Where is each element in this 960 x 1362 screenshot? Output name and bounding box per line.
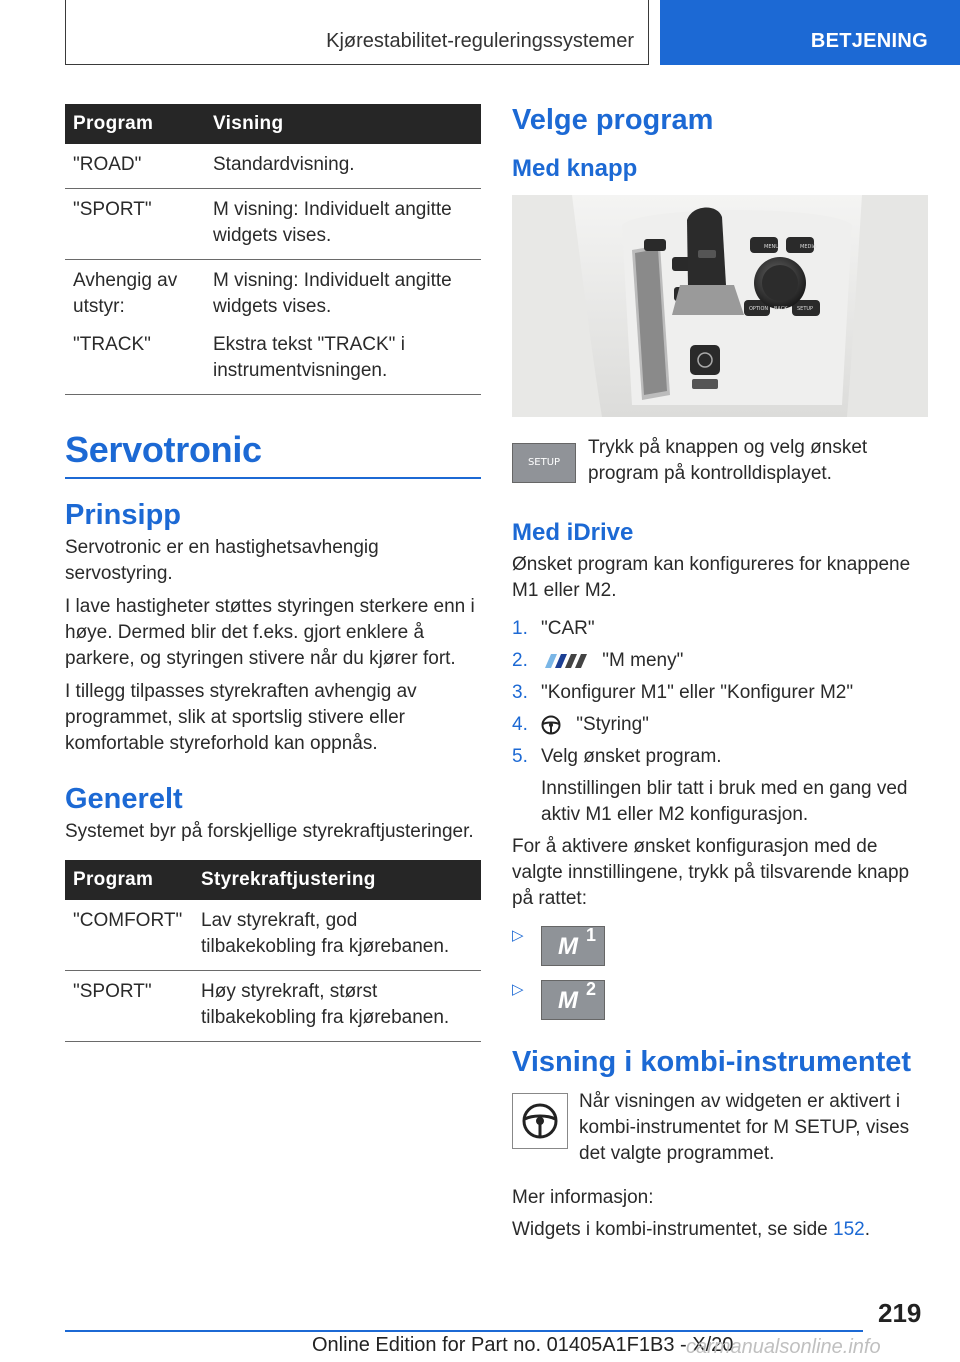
photo-label: SETUP (797, 306, 814, 312)
chapter-tab (660, 0, 960, 65)
table-row (65, 900, 481, 971)
paragraph: Mer informasjon: (512, 1187, 654, 1208)
arrow-icon: ▷ (512, 981, 524, 998)
step-number: 4. (512, 714, 528, 735)
photo-label: MENU (764, 244, 779, 250)
step-text: "Konfigurer M1" eller "Konfigurer M2" (541, 682, 854, 703)
step-note: Innstillingen blir tatt i bruk med en gang ved aktiv M1 eller M2 konfigurasjon. (541, 778, 908, 825)
m1-sup: 1 (586, 925, 597, 945)
cell-line: Ekstra tekst "TRACK" i instrumentvisningen. (213, 334, 405, 381)
table-cell: Lav styrekraft, god tilbakekobling fra kjørebanen. (193, 900, 481, 971)
table-cell: "SPORT" (65, 189, 205, 260)
m1-button-icon (541, 926, 605, 966)
paragraph: Ønsket program kan konfigureres for knappene M1 eller M2. (512, 554, 911, 601)
paragraph: Systemet byr på forskjellige styrekraftjusteringer. (65, 821, 474, 842)
steering-force-table (65, 860, 481, 1042)
footer-prefix: Online Edition for Part no. (312, 1334, 547, 1356)
m2-letter: M (558, 987, 578, 1014)
watermark: carmanualsonline.info (686, 1336, 881, 1358)
footer-part: 01405A1F1B3 - X/20 (546, 1334, 734, 1356)
ref-text: Widgets i kombi-instrumentet, se side (512, 1219, 828, 1240)
table-row (65, 144, 481, 189)
setup-label: SETUP (527, 457, 561, 468)
section-heading-visning: Visning i kombi-instrumentet (512, 1046, 912, 1078)
paragraph: For å aktivere ønsket konfigurasjon med de valgte innstillingene, trykk på tilsvarende knapp på rattet: (512, 836, 910, 909)
m2-button-icon (541, 980, 605, 1020)
table-header-program: Program (65, 860, 193, 900)
m-logo-icon (541, 654, 587, 668)
list-item (512, 744, 928, 828)
cell-line: Avhengig av utstyr: (73, 270, 178, 317)
steps-list (512, 616, 928, 828)
list-item (512, 616, 928, 642)
arrow-icon: ▷ (512, 927, 524, 944)
section-heading-velge-program: Velge program (512, 104, 714, 136)
list-item (512, 648, 928, 674)
list-item (512, 712, 928, 738)
subheading-prinsipp: Prinsipp (65, 499, 182, 531)
m2-sup: 2 (586, 979, 597, 999)
table-header-display: Visning (205, 104, 481, 144)
step-number: 5. (512, 746, 528, 767)
table-header-program: Program (65, 104, 205, 144)
table-row (65, 189, 481, 260)
section-heading-servotronic: Servotronic (65, 429, 481, 479)
table-cell: "SPORT" (65, 971, 193, 1042)
page-link[interactable]: 152 (833, 1219, 865, 1240)
steering-wheel-icon (541, 715, 561, 735)
m1-letter: M (558, 933, 578, 960)
setup-instruction (512, 435, 928, 505)
table-cell (65, 260, 205, 395)
step-text: "Styring" (576, 714, 649, 735)
cross-reference (512, 1217, 928, 1243)
footer-divider (65, 1330, 863, 1332)
subheading-med-idrive: Med iDrive (512, 519, 634, 546)
visning-instruction (512, 1089, 928, 1179)
paragraph: Når visningen av widgeten er aktivert i kombi-instrumentet for M SETUP, vises det valgte programmet. (579, 1091, 910, 1164)
photo-label: MEDIA (800, 244, 817, 250)
section-title: Kjørestabilitet-reguleringssystemer (326, 30, 634, 52)
steering-wheel-icon (512, 1093, 568, 1149)
table-cell: Standardvisning. (205, 144, 481, 189)
table-cell: M visning: Individuelt angitte widgets vises. (205, 189, 481, 260)
table-cell: Høy styrekraft, størst tilbakekobling fra kjørebanen. (193, 971, 481, 1042)
m1-option (512, 926, 928, 970)
cell-line: M visning: Individuelt angitte widgets vises. (213, 270, 452, 317)
m2-option (512, 980, 928, 1024)
table-row (65, 971, 481, 1042)
chapter-title: BETJENING (810, 30, 928, 52)
table-row (65, 260, 481, 395)
right-column (512, 104, 928, 1243)
step-text: "CAR" (541, 618, 595, 639)
step-number: 2. (512, 650, 528, 671)
setup-button-icon (512, 443, 576, 483)
paragraph: Trykk på knappen og velg ønsket program på kontrolldisplayet. (588, 437, 868, 484)
paragraph: Servotronic er en hastighetsavhengig servostyring. (65, 537, 379, 584)
paragraph: I lave hastigheter støttes styringen sterkere enn i høye. Dermed blir det f.eks. gjort enklere å parkere, og styringen stivere når du kjører fort. (65, 596, 475, 669)
table-cell: "ROAD" (65, 144, 205, 189)
subheading-med-knapp: Med knapp (512, 155, 638, 182)
paragraph: I tillegg tilpasses styrekraften avhengig av programmet, slik at sportslig stivere eller komfortable styreforhold kan oppnås. (65, 681, 417, 754)
program-display-table (65, 104, 481, 395)
center-console-photo (512, 195, 928, 417)
list-item (512, 680, 928, 706)
left-column (65, 104, 481, 1042)
step-text: "M meny" (602, 650, 684, 671)
photo-label: BACK (774, 306, 788, 312)
table-header-steering: Styrekraftjustering (193, 860, 481, 900)
footer-text (312, 1334, 733, 1357)
table-cell (205, 260, 481, 395)
table-cell: "COMFORT" (65, 900, 193, 971)
page-number: 219 (878, 1298, 922, 1328)
step-number: 3. (512, 682, 528, 703)
header-section-box (65, 0, 649, 65)
photo-label: OPTION (749, 306, 769, 312)
step-number: 1. (512, 618, 528, 639)
step-text: Velg ønsket program. (541, 746, 722, 767)
cell-line: "TRACK" (73, 334, 151, 355)
subheading-generelt: Generelt (65, 783, 183, 815)
ref-end: . (864, 1219, 870, 1240)
